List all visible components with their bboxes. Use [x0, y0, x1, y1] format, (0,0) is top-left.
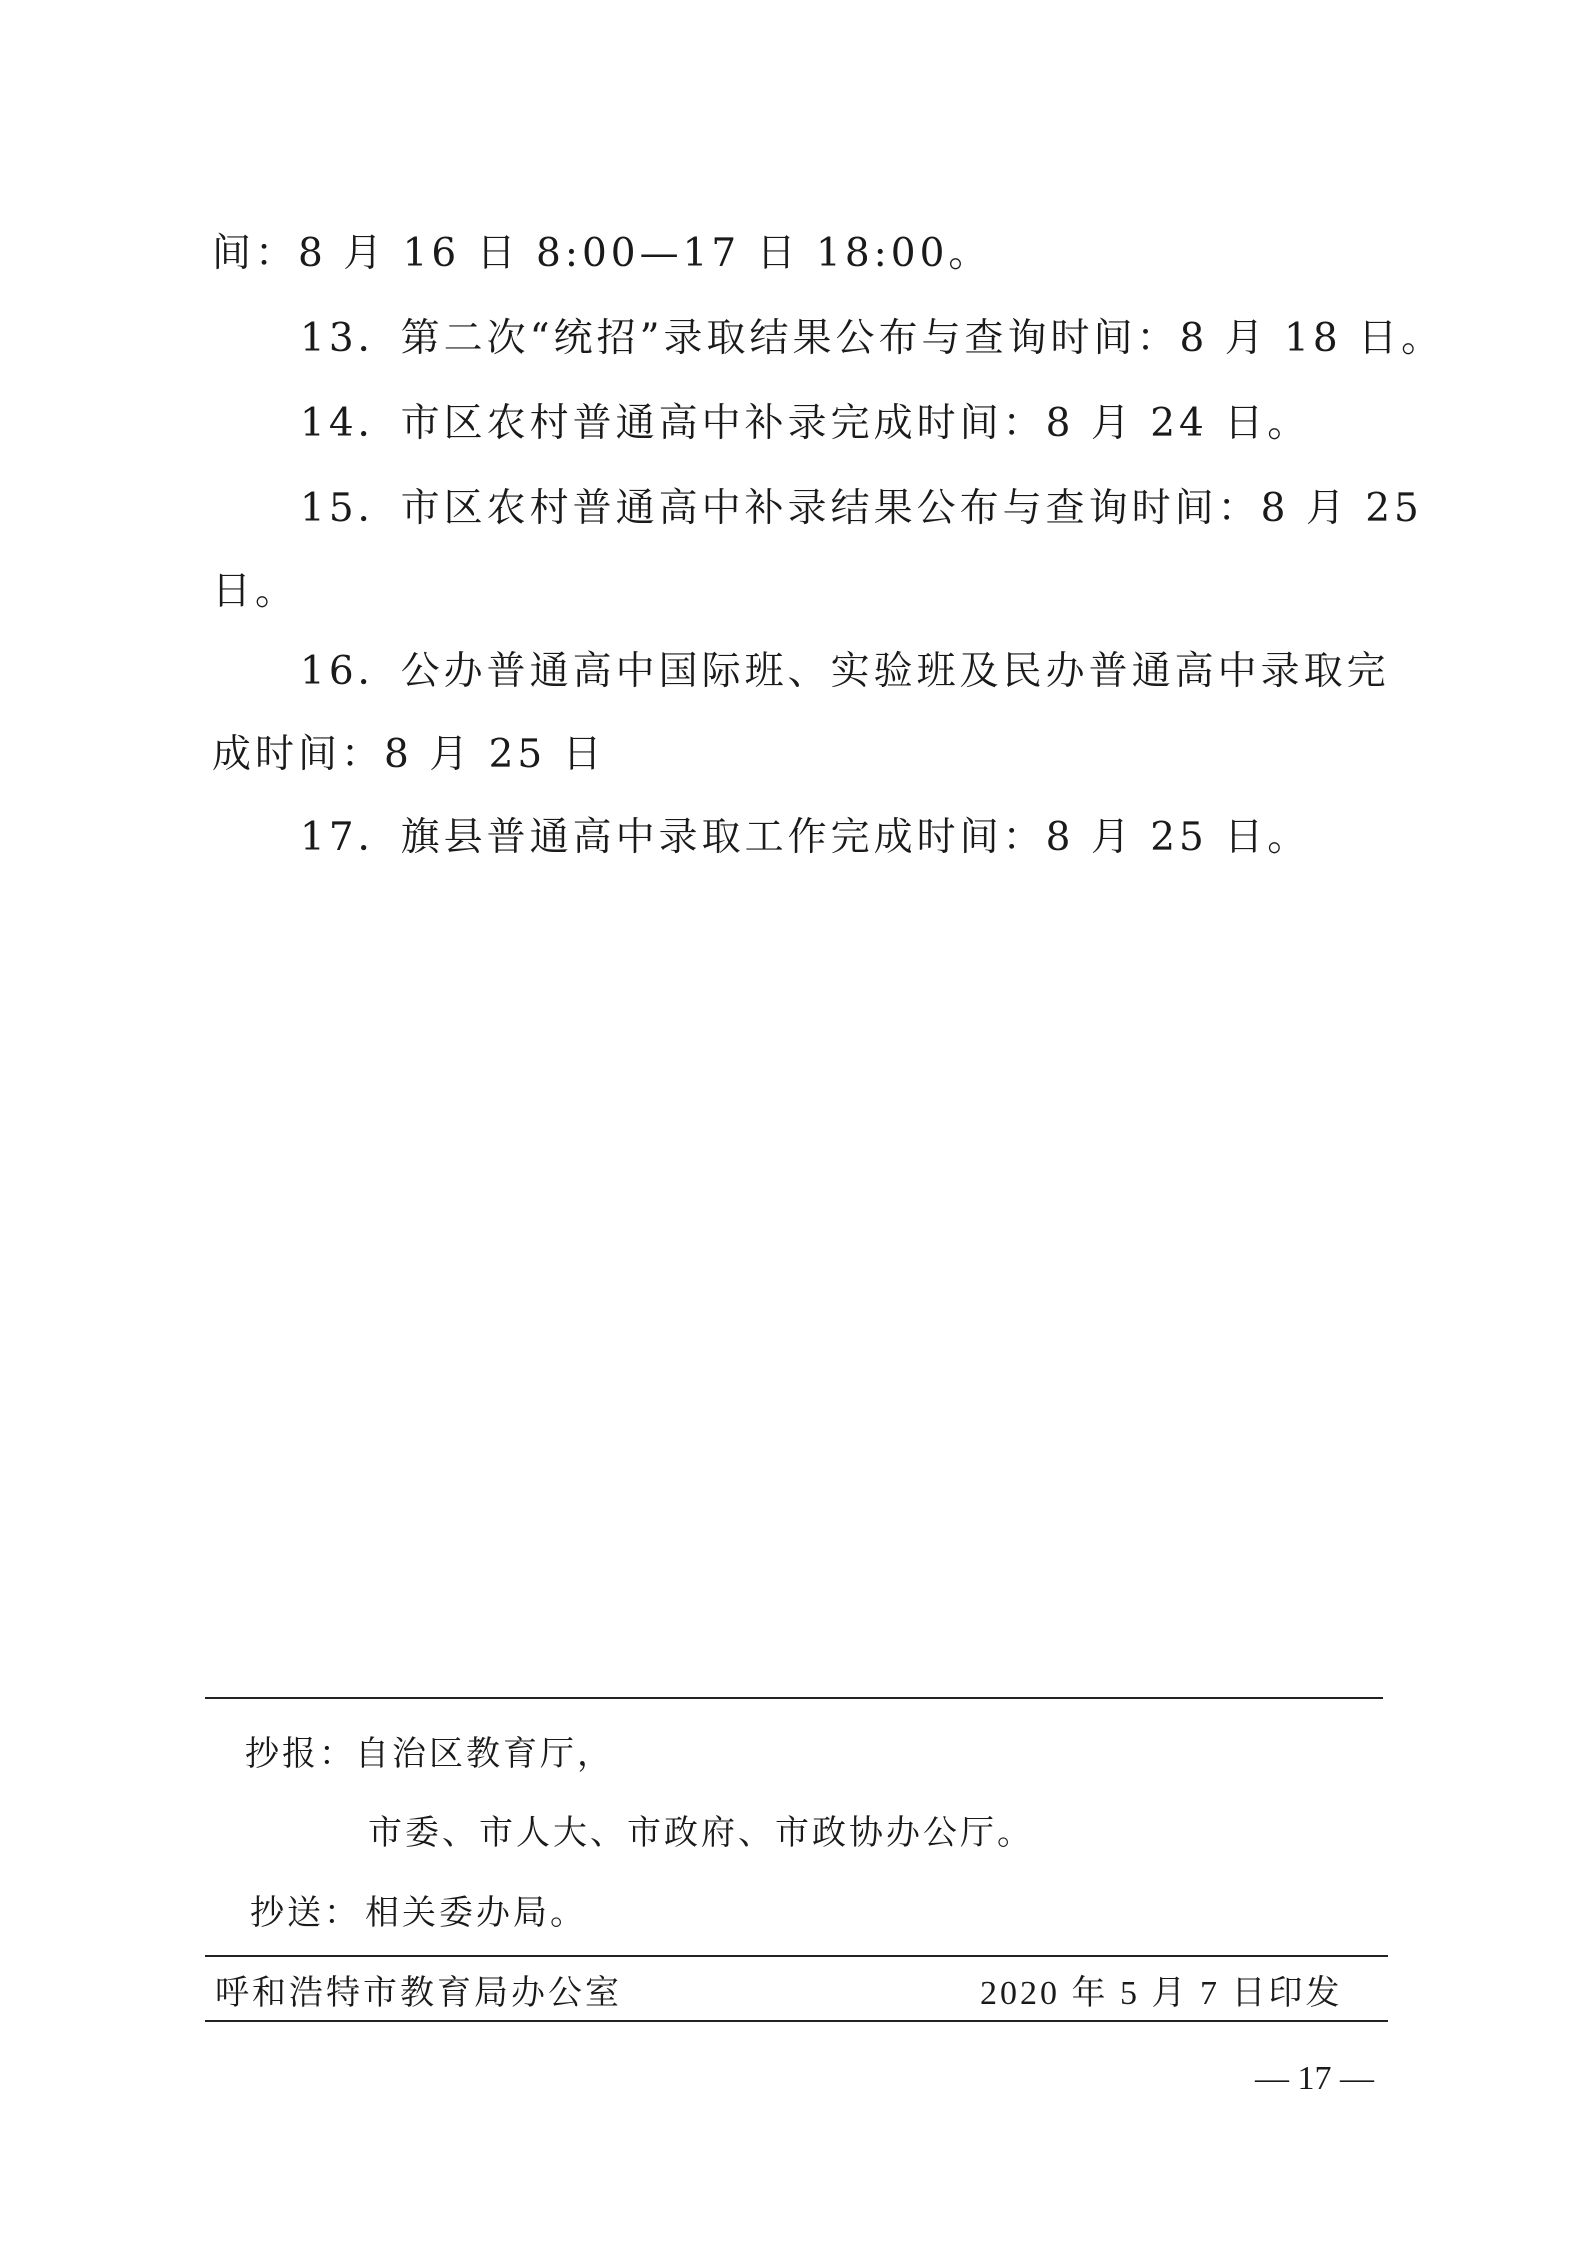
paragraph-continuation: 间：8 月 16 日 8:00—17 日 18:00。: [212, 231, 992, 276]
footer-middle-rule: [205, 1955, 1388, 1957]
footer-top-rule: [205, 1697, 1383, 1699]
list-item-13: 13．第二次“统招”录取结果公布与查询时间：8 月 18 日。: [300, 316, 1445, 361]
page-number: — 17 —: [1255, 2060, 1374, 2097]
cc-send-label: 抄送：: [250, 1893, 361, 1933]
list-item-16-line1: 16．公办普通高中国际班、实验班及民办普通高中录取完: [300, 649, 1390, 694]
cc-report-label: 抄报：: [245, 1734, 356, 1774]
list-item-15-line2: 日。: [212, 569, 299, 614]
list-item-17: 17．旗县普通高中录取工作完成时间：8 月 25 日。: [300, 815, 1311, 860]
issuer-name: 呼和浩特市教育局办公室: [215, 1973, 622, 2013]
cc-report-line1: 自治区教育厅，: [355, 1734, 614, 1774]
footer-bottom-rule: [205, 2020, 1388, 2022]
list-item-16-line2: 成时间：8 月 25 日: [212, 732, 606, 777]
list-item-15-line1: 15．市区农村普通高中补录结果公布与查询时间：8 月 25: [300, 486, 1423, 531]
issue-date: 2020 年 5 月 7 日印发: [980, 1975, 1343, 2012]
cc-send-value: 相关委办局。: [365, 1893, 587, 1933]
cc-report-line2: 市委、市人大、市政府、市政协办公厅。: [368, 1813, 1034, 1853]
list-item-14: 14．市区农村普通高中补录完成时间：8 月 24 日。: [300, 401, 1311, 446]
